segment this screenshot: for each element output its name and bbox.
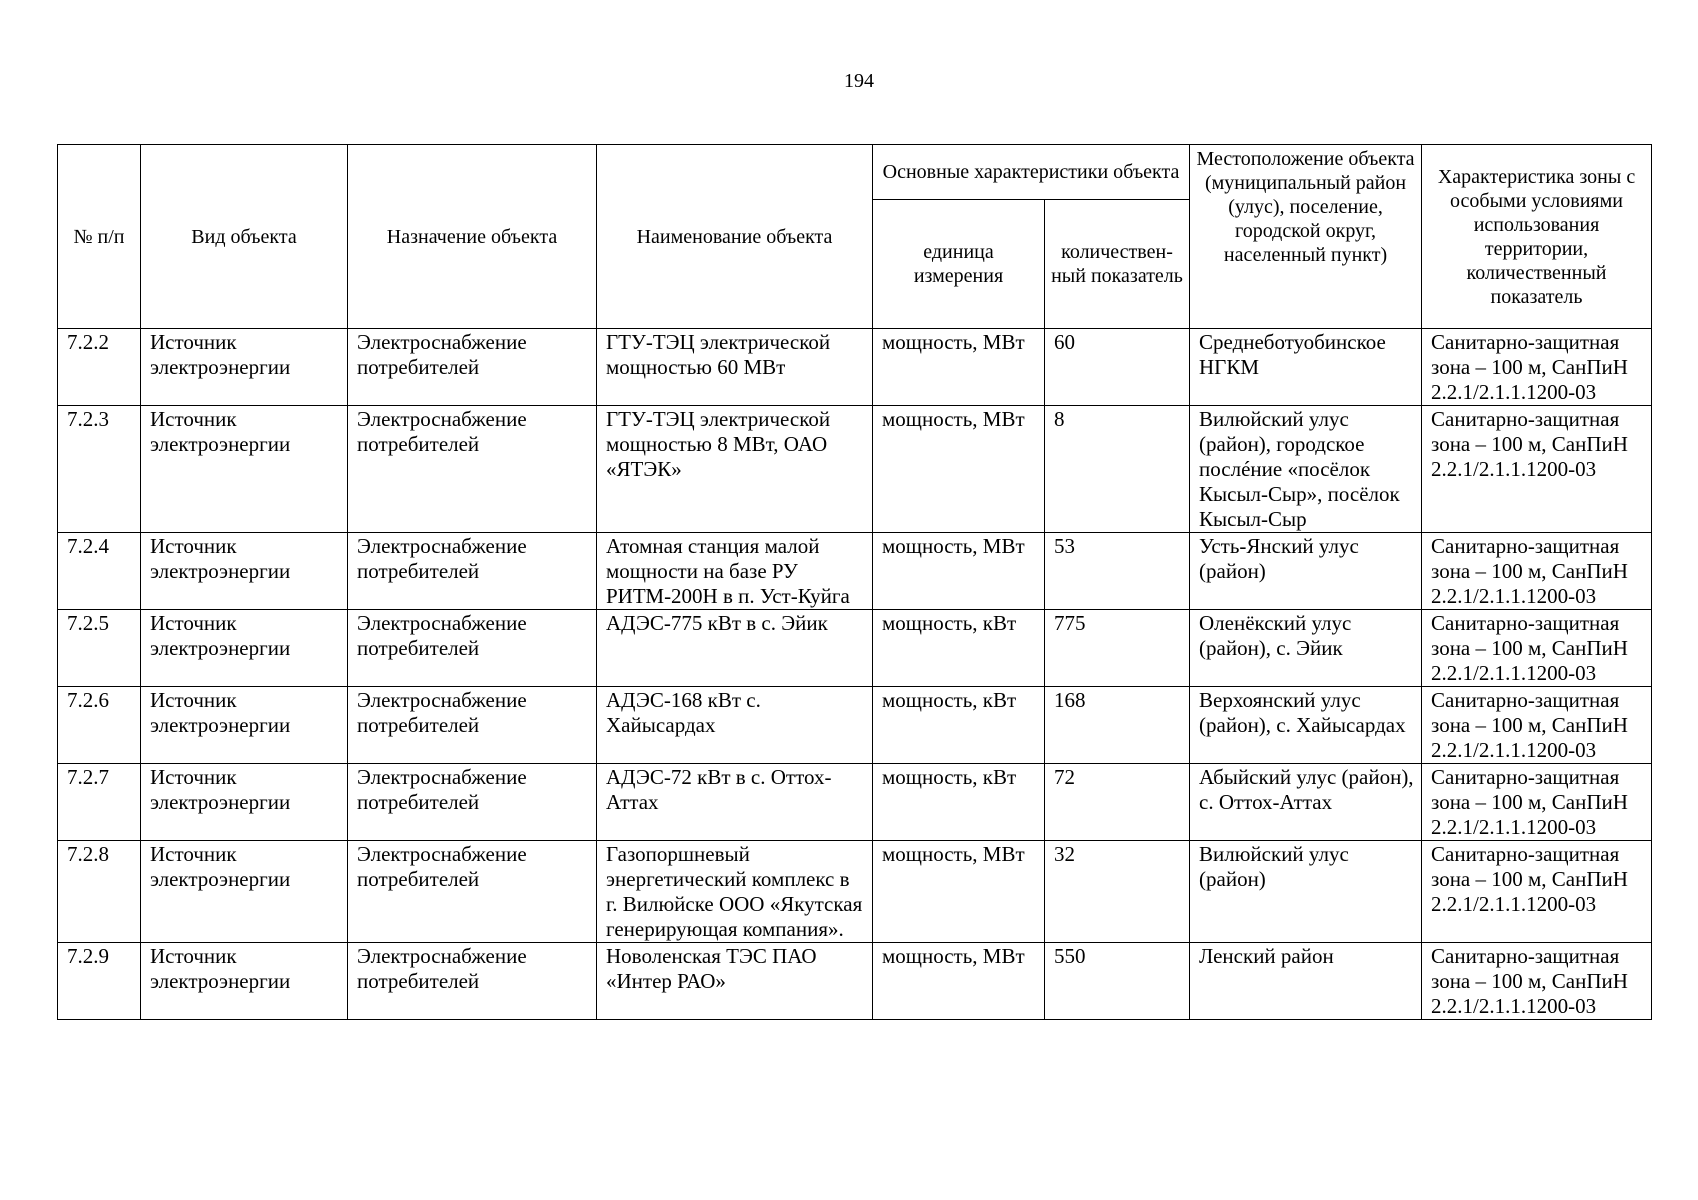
- cell-name: АДЭС-775 кВт в с. Эйик: [597, 610, 873, 687]
- cell-num: 7.2.6: [58, 687, 141, 764]
- cell-type: Источник электроэнергии: [141, 610, 348, 687]
- table-header: [58, 145, 1652, 329]
- header-location: Местоположение объекта (муниципальный район (улус), поселение, городской округ, населенный пункт): [1190, 145, 1422, 329]
- cell-type: Источник электроэнергии: [141, 943, 348, 1020]
- header-num: № п/п: [58, 145, 141, 329]
- cell-type: Источник электроэнергии: [141, 687, 348, 764]
- cell-quantity: 550: [1045, 943, 1190, 1020]
- cell-zone: Санитарно-защитная зона – 100 м, СанПиН 2.2.1/2.1.1.1200-03: [1422, 329, 1652, 406]
- header-quantity: количествен-ный показатель: [1045, 200, 1190, 329]
- cell-unit: мощность, МВт: [873, 533, 1045, 610]
- cell-name: ГТУ-ТЭЦ электрической мощностью 8 МВт, ОАО «ЯТЭК»: [597, 406, 873, 533]
- cell-location: Абыйский улус (район), с. Оттох-Аттах: [1190, 764, 1422, 841]
- cell-quantity: 168: [1045, 687, 1190, 764]
- cell-quantity: 8: [1045, 406, 1190, 533]
- cell-type: Источник электроэнергии: [141, 764, 348, 841]
- cell-num: 7.2.2: [58, 329, 141, 406]
- table-row: [58, 610, 1652, 687]
- cell-name: ГТУ-ТЭЦ электрической мощностью 60 МВт: [597, 329, 873, 406]
- cell-quantity: 72: [1045, 764, 1190, 841]
- cell-purpose: Электроснабжение потребителей: [348, 406, 597, 533]
- cell-type: Источник электроэнергии: [141, 329, 348, 406]
- cell-zone: Санитарно-защитная зона – 100 м, СанПиН 2.2.1/2.1.1.1200-03: [1422, 406, 1652, 533]
- cell-zone: Санитарно-защитная зона – 100 м, СанПиН 2.2.1/2.1.1.1200-03: [1422, 764, 1652, 841]
- table-body: [58, 329, 1652, 1020]
- cell-unit: мощность, кВт: [873, 764, 1045, 841]
- cell-location: Верхоянский улус (район), с. Хайысардах: [1190, 687, 1422, 764]
- cell-num: 7.2.9: [58, 943, 141, 1020]
- header-name: Наименование объекта: [597, 145, 873, 329]
- cell-purpose: Электроснабжение потребителей: [348, 610, 597, 687]
- cell-purpose: Электроснабжение потребителей: [348, 533, 597, 610]
- cell-unit: мощность, кВт: [873, 687, 1045, 764]
- cell-unit: мощность, кВт: [873, 610, 1045, 687]
- cell-name: АДЭС-72 кВт в с. Оттох-Аттах: [597, 764, 873, 841]
- cell-purpose: Электроснабжение потребителей: [348, 329, 597, 406]
- cell-location: Вилюйский улус (район), городское послéние «посёлок Кысыл-Сыр», посёлок Кысыл-Сыр: [1190, 406, 1422, 533]
- cell-num: 7.2.3: [58, 406, 141, 533]
- cell-zone: Санитарно-защитная зона – 100 м, СанПиН 2.2.1/2.1.1.1200-03: [1422, 841, 1652, 943]
- cell-name: Атомная станция малой мощности на базе РУ РИТМ-200Н в п. Уст-Куйга: [597, 533, 873, 610]
- page-number: 194: [844, 70, 874, 92]
- cell-zone: Санитарно-защитная зона – 100 м, СанПиН 2.2.1/2.1.1.1200-03: [1422, 610, 1652, 687]
- cell-name: Газопоршневый энергетический комплекс в г. Вилюйске ООО «Якутская генерирующая компания».: [597, 841, 873, 943]
- cell-quantity: 775: [1045, 610, 1190, 687]
- cell-location: Ленский район: [1190, 943, 1422, 1020]
- cell-purpose: Электроснабжение потребителей: [348, 943, 597, 1020]
- cell-unit: мощность, МВт: [873, 406, 1045, 533]
- table-row: [58, 533, 1652, 610]
- table-row: [58, 406, 1652, 533]
- cell-unit: мощность, МВт: [873, 943, 1045, 1020]
- cell-type: Источник электроэнергии: [141, 533, 348, 610]
- objects-table: [57, 144, 1652, 1020]
- table-row: [58, 687, 1652, 764]
- cell-quantity: 60: [1045, 329, 1190, 406]
- cell-location: Оленёкский улус (район), с. Эйик: [1190, 610, 1422, 687]
- cell-type: Источник электроэнергии: [141, 841, 348, 943]
- table-row: [58, 329, 1652, 406]
- cell-purpose: Электроснабжение потребителей: [348, 764, 597, 841]
- cell-location: Вилюйский улус (район): [1190, 841, 1422, 943]
- cell-num: 7.2.5: [58, 610, 141, 687]
- table-row: [58, 764, 1652, 841]
- cell-location: Среднеботуобинское НГКМ: [1190, 329, 1422, 406]
- cell-type: Источник электроэнергии: [141, 406, 348, 533]
- cell-zone: Санитарно-защитная зона – 100 м, СанПиН 2.2.1/2.1.1.1200-03: [1422, 943, 1652, 1020]
- cell-zone: Санитарно-защитная зона – 100 м, СанПиН 2.2.1/2.1.1.1200-03: [1422, 533, 1652, 610]
- cell-name: Новоленская ТЭС ПАО «Интер РАО»: [597, 943, 873, 1020]
- cell-unit: мощность, МВт: [873, 841, 1045, 943]
- cell-num: 7.2.8: [58, 841, 141, 943]
- header-main-characteristics: Основные характеристики объекта: [873, 145, 1190, 200]
- table-row: [58, 841, 1652, 943]
- cell-unit: мощность, МВт: [873, 329, 1045, 406]
- cell-location: Усть-Янский улус (район): [1190, 533, 1422, 610]
- cell-num: 7.2.7: [58, 764, 141, 841]
- header-unit: единица измерения: [873, 200, 1045, 329]
- cell-num: 7.2.4: [58, 533, 141, 610]
- header-zone: Характеристика зоны с особыми условиями использования территории, количественный показатель: [1422, 145, 1652, 329]
- cell-name: АДЭС-168 кВт с. Хайысардах: [597, 687, 873, 764]
- table-row: [58, 943, 1652, 1020]
- cell-purpose: Электроснабжение потребителей: [348, 687, 597, 764]
- header-type: Вид объекта: [141, 145, 348, 329]
- cell-purpose: Электроснабжение потребителей: [348, 841, 597, 943]
- cell-quantity: 32: [1045, 841, 1190, 943]
- cell-quantity: 53: [1045, 533, 1190, 610]
- cell-zone: Санитарно-защитная зона – 100 м, СанПиН 2.2.1/2.1.1.1200-03: [1422, 687, 1652, 764]
- header-purpose: Назначение объекта: [348, 145, 597, 329]
